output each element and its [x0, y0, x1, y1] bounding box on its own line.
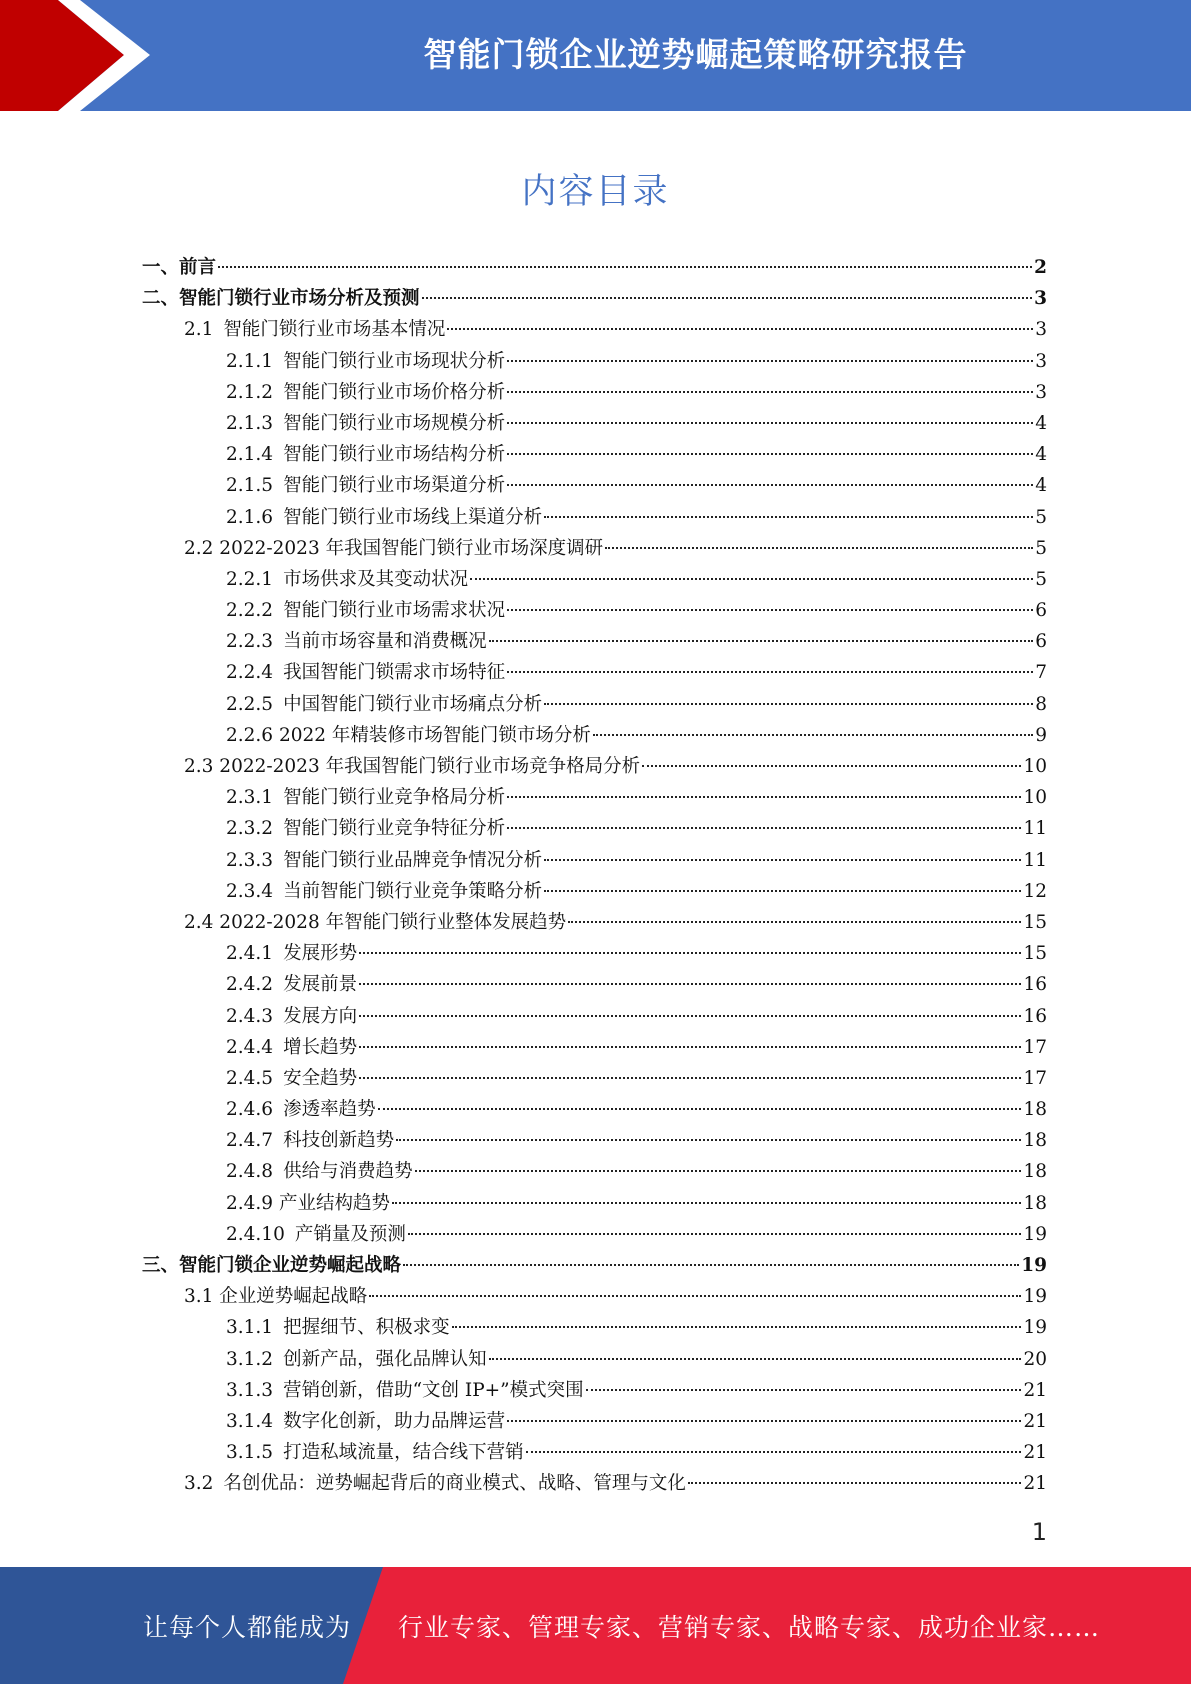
- toc-entry-page: 6: [1035, 600, 1047, 622]
- toc-entry-page: 10: [1023, 787, 1047, 809]
- toc-entry-page: 11: [1023, 849, 1047, 871]
- toc-entry-label: [226, 1094, 376, 1125]
- toc-entry-page: 19: [1021, 1255, 1047, 1276]
- toc-entry-title: 营销创新，借助“文创 IP+”模式突围: [283, 1379, 584, 1401]
- toc-entry[interactable]: [142, 1063, 1047, 1094]
- toc-dot-leader: [359, 1046, 1021, 1048]
- toc-entry-title: 二、智能门锁行业市场分析及预测: [142, 288, 420, 310]
- toc-entry-page: 16: [1023, 1005, 1047, 1027]
- toc-entry-title: 中国智能门锁行业市场痛点分析: [283, 693, 543, 715]
- toc-entry-title: 发展方向: [283, 1005, 358, 1027]
- toc-dot-leader: [422, 297, 1033, 299]
- toc-entry-label: [226, 408, 505, 439]
- toc-entry-page: 11: [1023, 818, 1047, 840]
- toc-dot-leader: [568, 921, 1021, 923]
- toc-entry-title: 智能门锁行业竞争格局分析: [283, 787, 506, 809]
- toc-entry[interactable]: [142, 938, 1047, 969]
- toc-dot-leader: [489, 640, 1034, 642]
- toc-entry[interactable]: [142, 657, 1047, 688]
- table-of-contents: [142, 252, 1047, 1500]
- toc-dot-leader: [408, 1233, 1022, 1235]
- toc-entry-page: 4: [1035, 475, 1047, 497]
- toc-entry-title: 智能门锁行业品牌竞争情况分析: [283, 849, 543, 871]
- toc-entry-title: 当前市场容量和消费概况: [283, 631, 487, 653]
- toc-entry-label: [142, 252, 216, 283]
- toc-dot-leader: [507, 609, 1033, 611]
- toc-entry-label: [226, 657, 505, 688]
- toc-dot-leader: [392, 1202, 1021, 1204]
- toc-entry-title: 科技创新趋势: [283, 1130, 395, 1152]
- toc-entry[interactable]: [142, 720, 1047, 751]
- toc-entry-label: [226, 439, 505, 470]
- toc-entry-title: 供给与消费趋势: [283, 1161, 413, 1183]
- toc-entry[interactable]: [142, 408, 1047, 439]
- toc-entry-number: 2.2.3: [226, 631, 274, 653]
- toc-entry[interactable]: [142, 346, 1047, 377]
- toc-entry-label: [226, 1312, 450, 1343]
- toc-entry[interactable]: [142, 689, 1047, 720]
- toc-entry-page: 17: [1023, 1036, 1047, 1058]
- toc-entry[interactable]: [142, 813, 1047, 844]
- toc-entry[interactable]: [142, 1312, 1047, 1343]
- toc-entry-label: [226, 720, 591, 751]
- toc-dot-leader: [447, 328, 1033, 330]
- toc-entry[interactable]: [142, 1281, 1047, 1312]
- toc-entry-number: 2.3.4: [226, 880, 274, 902]
- toc-entry-page: 18: [1023, 1130, 1047, 1152]
- toc-entry-page: 18: [1023, 1099, 1047, 1121]
- toc-entry-label: [226, 1063, 357, 1094]
- toc-entry-number: 3.1.1: [226, 1317, 274, 1339]
- toc-entry-number: 2.1.1: [226, 350, 274, 372]
- toc-entry-title: 智能门锁行业市场需求状况: [283, 600, 506, 622]
- toc-entry-title: 2.4 2022-2028 年智能门锁行业整体发展趋势: [184, 911, 567, 933]
- toc-entry[interactable]: [142, 1406, 1047, 1437]
- toc-entry-title: 市场供求及其变动状况: [283, 568, 469, 590]
- toc-dot-leader: [688, 1482, 1022, 1484]
- toc-entry-number: 2.2.1: [226, 568, 274, 590]
- footer-slogan-right: 行业专家、管理专家、营销专家、战略专家、成功企业家……: [398, 1612, 1101, 1642]
- toc-entry-number: 2.4.10: [226, 1223, 285, 1245]
- toc-entry-page: 5: [1035, 568, 1047, 590]
- toc-dot-leader: [507, 360, 1033, 362]
- toc-entry-title: 增长趋势: [283, 1036, 358, 1058]
- toc-entry-number: 2.4.3: [226, 1005, 274, 1027]
- toc-entry-title: 发展形势: [283, 943, 358, 965]
- toc-entry[interactable]: [142, 1094, 1047, 1125]
- toc-entry-title: 发展前景: [283, 974, 358, 996]
- toc-entry-page: 4: [1035, 412, 1047, 434]
- toc-entry[interactable]: [142, 626, 1047, 657]
- toc-entry-label: [226, 595, 505, 626]
- toc-dot-leader: [507, 1420, 1021, 1422]
- toc-entry-title: 2.3 2022-2023 年我国智能门锁行业市场竞争格局分析: [184, 756, 641, 777]
- toc-entry-title: 智能门锁行业市场基本情况: [223, 319, 446, 341]
- toc-entry-page: 19: [1023, 1286, 1047, 1308]
- toc-entry-title: 智能门锁行业市场结构分析: [283, 444, 506, 466]
- toc-entry-label: [226, 377, 505, 408]
- toc-entry-label: [226, 1219, 406, 1250]
- toc-entry[interactable]: [142, 595, 1047, 626]
- toc-dot-leader: [544, 703, 1033, 705]
- toc-entry-page: 21: [1023, 1473, 1047, 1495]
- toc-entry-page: 4: [1035, 444, 1047, 466]
- toc-entry-page: 19: [1023, 1223, 1047, 1245]
- toc-entry[interactable]: [142, 969, 1047, 1000]
- toc-dot-leader: [489, 1358, 1022, 1360]
- toc-heading: 内容目录: [521, 172, 670, 212]
- toc-entry-title: 3.1 企业逆势崛起战略: [184, 1286, 368, 1308]
- toc-entry-page: 7: [1035, 662, 1047, 684]
- report-title: 智能门锁企业逆势崛起策略研究报告: [423, 34, 968, 74]
- toc-entry-number: 2.2.2: [226, 600, 274, 622]
- toc-entry-page: 15: [1023, 911, 1047, 933]
- toc-entry-number: 2.4.1: [226, 943, 274, 965]
- toc-entry-page: 3: [1035, 381, 1047, 403]
- toc-entry-label: [226, 502, 542, 533]
- toc-dot-leader: [507, 484, 1033, 486]
- toc-entry[interactable]: [142, 1032, 1047, 1063]
- toc-entry-page: 18: [1023, 1161, 1047, 1183]
- toc-entry-number: 3.1.5: [226, 1442, 274, 1464]
- toc-dot-leader: [526, 1451, 1022, 1453]
- toc-entry[interactable]: [142, 1250, 1047, 1281]
- toc-entry-number: 2.4.4: [226, 1036, 274, 1058]
- toc-dot-leader: [586, 1389, 1022, 1391]
- toc-entry-title: 智能门锁行业市场价格分析: [283, 381, 506, 403]
- toc-entry-page: 17: [1023, 1067, 1047, 1089]
- toc-entry-title: 2.2.6 2022 年精装修市场智能门锁市场分析: [226, 724, 591, 746]
- toc-entry[interactable]: [142, 283, 1047, 314]
- toc-entry-title: 渗透率趋势: [283, 1099, 376, 1121]
- toc-entry-page: 8: [1035, 693, 1047, 715]
- toc-entry-title: 把握细节、积极求变: [283, 1317, 450, 1339]
- toc-entry-title: 智能门锁行业市场线上渠道分析: [283, 506, 543, 528]
- toc-dot-leader: [470, 578, 1033, 580]
- toc-entry-label: [226, 1375, 584, 1406]
- toc-entry-label: [226, 1437, 524, 1468]
- toc-entry-number: 2.4.7: [226, 1130, 274, 1152]
- toc-entry-number: 2.4.8: [226, 1161, 274, 1183]
- toc-entry-number: 2.1: [184, 319, 214, 341]
- toc-entry[interactable]: [142, 533, 1047, 564]
- footer-banner: [0, 1567, 1191, 1684]
- toc-dot-leader: [642, 765, 1021, 767]
- toc-entry-number: 2.1.6: [226, 506, 274, 528]
- toc-entry-label: [226, 346, 505, 377]
- toc-entry-page: 5: [1035, 537, 1047, 559]
- toc-entry-label: [226, 1125, 394, 1156]
- toc-entry-number: 3.1.4: [226, 1410, 274, 1432]
- toc-entry-page: 9: [1035, 724, 1047, 746]
- toc-dot-leader: [593, 734, 1033, 736]
- toc-entry-page: 15: [1023, 943, 1047, 965]
- toc-entry-label: [184, 751, 640, 782]
- toc-entry-title: 三、智能门锁企业逆势崛起战略: [142, 1255, 402, 1276]
- toc-dot-leader: [359, 983, 1021, 985]
- toc-entry-title: 安全趋势: [283, 1067, 358, 1089]
- toc-entry-page: 18: [1023, 1192, 1047, 1214]
- toc-entry-page: 19: [1023, 1317, 1047, 1339]
- toc-entry-number: 3.1.3: [226, 1379, 274, 1401]
- toc-entry[interactable]: [142, 1188, 1047, 1219]
- toc-entry[interactable]: [142, 751, 1047, 782]
- toc-dot-leader: [359, 952, 1021, 954]
- toc-entry-label: [226, 564, 468, 595]
- toc-entry[interactable]: [142, 252, 1047, 283]
- toc-entry-label: [226, 782, 505, 813]
- toc-entry-title: 打造私域流量，结合线下营销: [283, 1442, 524, 1464]
- toc-entry[interactable]: [142, 845, 1047, 876]
- toc-entry-label: [226, 876, 542, 907]
- toc-entry-label: [226, 1344, 487, 1375]
- toc-entry-number: 2.2.4: [226, 662, 274, 684]
- toc-entry-title: 智能门锁行业市场渠道分析: [283, 475, 506, 497]
- toc-entry[interactable]: [142, 1344, 1047, 1375]
- toc-entry-title: 当前智能门锁行业竞争策略分析: [283, 880, 543, 902]
- toc-entry-title: 智能门锁行业市场现状分析: [283, 350, 506, 372]
- footer-slogan-left: 让每个人都能成为: [143, 1612, 352, 1642]
- toc-entry-label: [184, 1281, 367, 1312]
- toc-dot-leader: [218, 266, 1032, 268]
- toc-dot-leader: [507, 453, 1033, 455]
- toc-entry[interactable]: [142, 1156, 1047, 1187]
- toc-entry-page: 2: [1034, 257, 1047, 278]
- toc-entry-number: 2.3.1: [226, 787, 274, 809]
- toc-entry-number: 2.1.2: [226, 381, 274, 403]
- toc-entry[interactable]: [142, 564, 1047, 595]
- toc-entry-page: 3: [1035, 319, 1047, 341]
- toc-entry-title: 我国智能门锁需求市场特征: [283, 662, 506, 684]
- toc-entry-title: 名创优品：逆势崛起背后的商业模式、战略、管理与文化: [223, 1473, 686, 1495]
- toc-entry[interactable]: [142, 377, 1047, 408]
- toc-entry-page: 5: [1035, 506, 1047, 528]
- toc-dot-leader: [507, 671, 1033, 673]
- toc-entry-label: [226, 1032, 357, 1063]
- toc-entry-title: 2.2 2022-2023 年我国智能门锁行业市场深度调研: [184, 537, 604, 559]
- toc-entry-number: 2.4.5: [226, 1067, 274, 1089]
- toc-entry-page: 16: [1023, 974, 1047, 996]
- toc-entry[interactable]: [142, 439, 1047, 470]
- toc-entry[interactable]: [142, 502, 1047, 533]
- toc-dot-leader: [544, 890, 1021, 892]
- toc-entry-page: 21: [1023, 1379, 1047, 1401]
- toc-entry[interactable]: [142, 314, 1047, 345]
- toc-dot-leader: [378, 1108, 1022, 1110]
- toc-entry-page: 3: [1034, 288, 1047, 310]
- toc-entry-title: 智能门锁行业市场规模分析: [283, 412, 506, 434]
- toc-entry-label: [142, 283, 420, 314]
- toc-dot-leader: [544, 859, 1021, 861]
- toc-dot-leader: [507, 827, 1021, 829]
- toc-entry-number: 3.2: [184, 1473, 214, 1495]
- toc-entry-number: 3.1.2: [226, 1348, 274, 1370]
- toc-entry-number: 2.1.5: [226, 475, 274, 497]
- toc-entry-label: [226, 938, 357, 969]
- toc-entry[interactable]: [142, 1001, 1047, 1032]
- page-number: 1: [1031, 1518, 1047, 1546]
- toc-entry-title: 一、前言: [142, 257, 217, 278]
- toc-entry-page: 10: [1023, 756, 1047, 777]
- toc-entry-page: 21: [1023, 1442, 1047, 1464]
- toc-entry[interactable]: [142, 876, 1047, 907]
- toc-entry-page: 20: [1023, 1348, 1047, 1370]
- toc-entry[interactable]: [142, 1468, 1047, 1499]
- toc-entry-number: 2.2.5: [226, 693, 274, 715]
- toc-entry-title: 创新产品，强化品牌认知: [283, 1348, 487, 1370]
- toc-entry-label: [226, 689, 542, 720]
- toc-dot-leader: [403, 1264, 1019, 1266]
- toc-entry-number: 2.3.2: [226, 818, 274, 840]
- toc-dot-leader: [369, 1295, 1021, 1297]
- toc-dot-leader: [507, 796, 1021, 798]
- toc-entry-label: [226, 470, 505, 501]
- toc-entry[interactable]: [142, 1125, 1047, 1156]
- toc-entry-label: [226, 1406, 505, 1437]
- toc-entry-label: [226, 969, 357, 1000]
- toc-entry-page: 3: [1035, 350, 1047, 372]
- toc-entry-page: 21: [1023, 1410, 1047, 1432]
- toc-dot-leader: [544, 516, 1033, 518]
- toc-entry-label: [184, 314, 445, 345]
- toc-entry-label: [184, 1468, 686, 1499]
- toc-entry-title: 智能门锁行业竞争特征分析: [283, 818, 506, 840]
- toc-entry-page: 12: [1023, 880, 1047, 902]
- toc-entry-label: [226, 626, 487, 657]
- toc-dot-leader: [507, 422, 1033, 424]
- toc-entry-label: [226, 1188, 390, 1219]
- toc-entry-label: [226, 1156, 413, 1187]
- toc-entry-label: [226, 813, 505, 844]
- toc-dot-leader: [507, 391, 1033, 393]
- toc-entry[interactable]: [142, 1437, 1047, 1468]
- toc-entry-page: 6: [1035, 631, 1047, 653]
- toc-entry-number: 2.3.3: [226, 849, 274, 871]
- toc-entry[interactable]: [142, 1375, 1047, 1406]
- toc-entry-label: [184, 533, 603, 564]
- toc-dot-leader: [415, 1170, 1022, 1172]
- toc-dot-leader: [396, 1139, 1021, 1141]
- toc-dot-leader: [359, 1015, 1021, 1017]
- toc-dot-leader: [605, 547, 1033, 549]
- toc-entry-number: 2.4.2: [226, 974, 274, 996]
- toc-entry-title: 产销量及预测: [294, 1223, 406, 1245]
- toc-entry-title: 数字化创新，助力品牌运营: [283, 1410, 506, 1432]
- toc-entry-label: [142, 1250, 401, 1281]
- toc-entry-label: [226, 845, 542, 876]
- toc-entry-number: 2.1.4: [226, 444, 274, 466]
- toc-entry-label: [226, 1001, 357, 1032]
- toc-dot-leader: [452, 1326, 1022, 1328]
- header-banner: [0, 0, 1191, 111]
- toc-entry-title: 2.4.9 产业结构趋势: [226, 1192, 390, 1214]
- toc-entry[interactable]: [142, 1219, 1047, 1250]
- toc-dot-leader: [359, 1077, 1021, 1079]
- toc-entry-number: 2.1.3: [226, 412, 274, 434]
- toc-entry[interactable]: [142, 782, 1047, 813]
- toc-entry[interactable]: [142, 470, 1047, 501]
- toc-entry-number: 2.4.6: [226, 1099, 274, 1121]
- toc-entry-label: [184, 907, 566, 938]
- toc-entry[interactable]: [142, 907, 1047, 938]
